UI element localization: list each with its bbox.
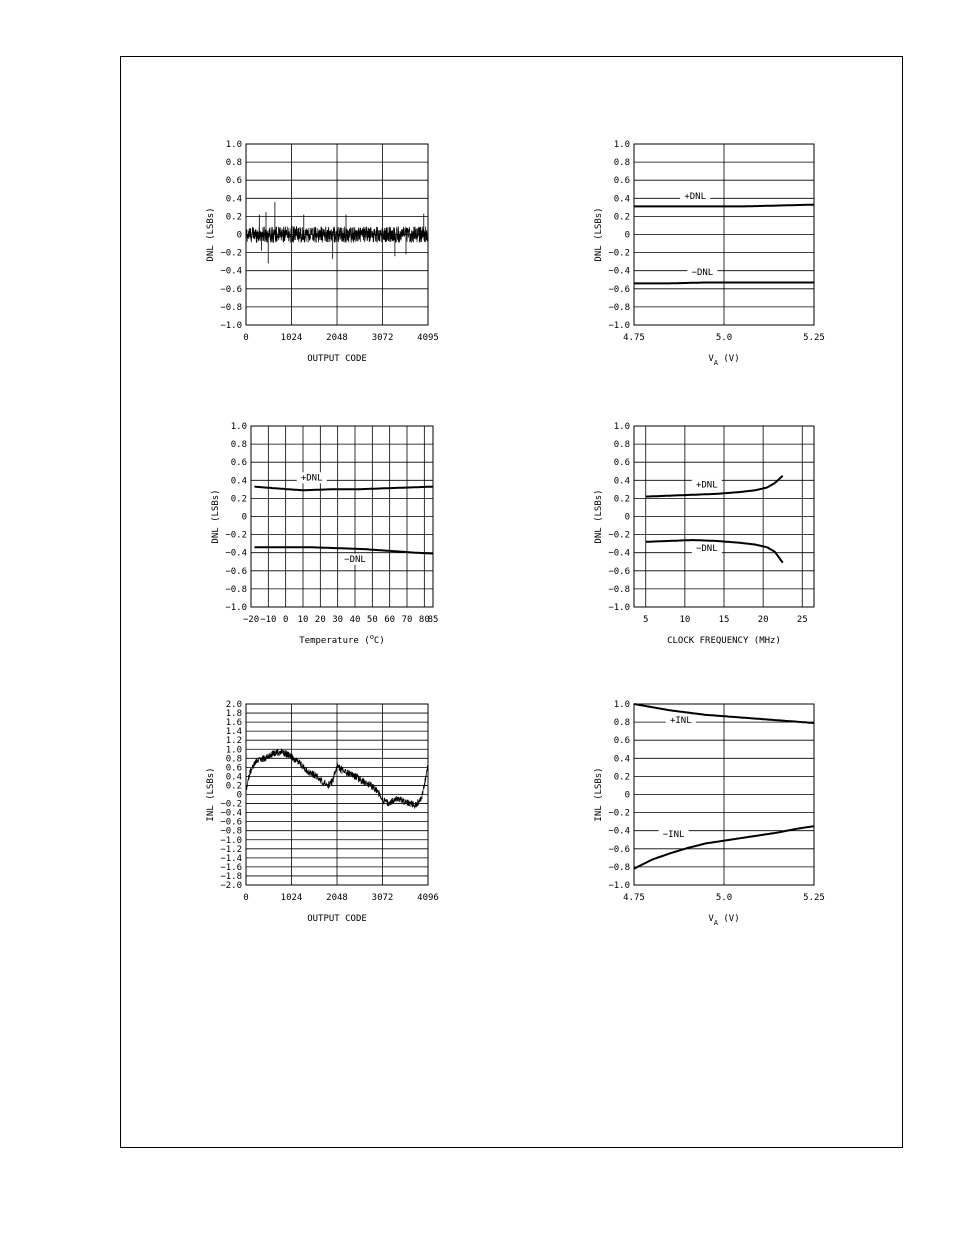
- y-tick-label: 0.8: [230, 440, 247, 451]
- y-tick-label: 0.8: [613, 158, 630, 169]
- y-tick-label: 0.6: [613, 736, 630, 747]
- x-tick-label: 60: [384, 615, 396, 625]
- x-tick-label: 40: [349, 615, 361, 625]
- y-tick-label: −2.0: [220, 881, 242, 891]
- y-tick-label: −0.8: [220, 826, 242, 837]
- y-axis-label: INL (LSBs): [206, 767, 216, 822]
- y-tick-label: 0: [236, 790, 242, 801]
- x-tick-label: −20: [242, 615, 260, 625]
- x-tick-label: 5: [643, 615, 649, 625]
- x-axis-label: $V_A$ (V): [708, 354, 740, 367]
- y-tick-label: 0.8: [613, 718, 630, 729]
- x-axis-label: OUTPUT CODE: [307, 354, 367, 364]
- y-tick-label: 0: [624, 230, 630, 241]
- x-tick-label: 5.25: [803, 893, 825, 903]
- series-annotation-label: +INL: [669, 716, 692, 727]
- x-tick-label: 2048: [326, 893, 348, 903]
- y-tick-label: 0.4: [225, 772, 242, 783]
- x-tick-label: −10: [260, 615, 277, 625]
- y-tick-label: 1.0: [225, 140, 242, 150]
- x-tick-label: 10: [679, 615, 691, 625]
- y-tick-label: −1.8: [220, 871, 242, 882]
- y-tick-label: 0.2: [225, 212, 242, 223]
- x-tick-label: 3072: [371, 333, 394, 343]
- x-tick-label: 20: [314, 615, 326, 625]
- y-tick-label: 0.4: [230, 476, 247, 487]
- x-axis-label: Temperature ($^o$C): [299, 633, 385, 646]
- chart-inl-vs-output-code: [190, 690, 450, 930]
- x-tick-label: 0: [243, 893, 249, 903]
- x-tick-label: 5.0: [715, 893, 733, 903]
- x-tick-label: 2048: [326, 333, 348, 343]
- chart-dnl-vs-clock-frequency: [576, 412, 836, 652]
- y-tick-label: 1.0: [613, 700, 630, 710]
- y-tick-label: 0.8: [225, 754, 242, 765]
- y-tick-label: −0.8: [608, 302, 630, 313]
- x-tick-label: 15: [718, 615, 730, 625]
- y-tick-label: 1.0: [230, 422, 247, 432]
- grid: [246, 704, 428, 885]
- y-tick-label: −0.2: [225, 530, 247, 541]
- y-tick-label: 0.2: [225, 781, 242, 792]
- series-line-minus: [634, 283, 814, 284]
- x-tick-label: 20: [757, 615, 769, 625]
- y-tick-label: −0.6: [225, 566, 247, 577]
- series-annotation-label: +DNL: [300, 473, 323, 484]
- y-tick-label: −1.0: [608, 603, 630, 613]
- y-tick-label: −0.8: [225, 584, 247, 595]
- y-tick-label: 0.2: [613, 494, 630, 505]
- y-tick-label: −0.8: [608, 862, 630, 873]
- x-tick-label: 30: [332, 615, 344, 625]
- chart-dnl-vs-temperature: [190, 412, 450, 652]
- y-tick-label: −0.4: [608, 266, 630, 277]
- y-tick-label: 0: [624, 512, 630, 523]
- y-tick-label: 0.6: [225, 176, 242, 187]
- y-tick-label: −0.6: [608, 566, 630, 577]
- y-tick-label: 0: [241, 512, 247, 523]
- series-annotation-label: −DNL: [695, 543, 718, 554]
- x-tick-label: 0: [243, 333, 249, 343]
- chart-dnl-vs-supply-voltage: [576, 130, 836, 370]
- y-tick-label: 1.0: [613, 140, 630, 150]
- y-tick-label: −1.6: [220, 862, 242, 873]
- y-tick-label: −0.6: [608, 844, 630, 855]
- y-tick-label: −1.2: [220, 844, 242, 855]
- y-tick-label: −0.4: [608, 548, 630, 559]
- y-axis-label: INL (LSBs): [594, 767, 604, 822]
- y-tick-label: −0.6: [220, 817, 242, 828]
- y-tick-label: −0.2: [608, 530, 630, 541]
- y-tick-label: −1.0: [220, 321, 242, 331]
- y-tick-label: −1.4: [220, 853, 242, 864]
- x-tick-label: 3072: [371, 893, 394, 903]
- series-line-plus: [255, 487, 434, 491]
- y-tick-label: 0.8: [225, 158, 242, 169]
- y-tick-label: 0.2: [613, 772, 630, 783]
- y-tick-label: −1.0: [608, 321, 630, 331]
- y-tick-label: 1.0: [613, 422, 630, 432]
- y-tick-label: −0.2: [220, 248, 242, 259]
- y-axis-label: DNL (LSBs): [594, 207, 604, 262]
- y-tick-label: 0.6: [613, 458, 630, 469]
- x-tick-label: 70: [401, 615, 413, 625]
- x-tick-label: 1024: [280, 893, 303, 903]
- series-annotation-label: −DNL: [691, 268, 714, 279]
- y-tick-label: −0.4: [220, 808, 242, 819]
- grid: [251, 426, 433, 607]
- x-tick-label: 5.0: [715, 333, 733, 343]
- y-tick-label: −0.6: [220, 284, 242, 295]
- series-annotation-label: +DNL: [684, 192, 707, 203]
- series-annotation-label: +DNL: [695, 480, 718, 491]
- y-tick-label: −0.8: [608, 584, 630, 595]
- y-tick-label: −0.4: [225, 548, 247, 559]
- y-tick-label: 1.0: [225, 745, 242, 756]
- series-annotation-label: −DNL: [344, 554, 366, 565]
- x-tick-label: 4095: [417, 333, 439, 343]
- x-tick-label: 4.75: [623, 893, 645, 903]
- chart-inl-vs-supply-voltage: [576, 690, 836, 930]
- x-tick-label: 0: [282, 615, 289, 625]
- y-tick-label: 0.8: [613, 440, 630, 451]
- series-annotation-label: −INL: [662, 830, 685, 841]
- y-tick-label: 0: [236, 230, 242, 241]
- y-tick-label: −0.2: [608, 808, 630, 819]
- y-tick-label: −0.4: [608, 826, 630, 837]
- x-tick-label: 4.75: [623, 333, 645, 343]
- y-tick-label: 0.2: [230, 494, 247, 505]
- y-tick-label: 1.8: [225, 709, 242, 720]
- x-tick-label: 4096: [417, 893, 439, 903]
- chart-dnl-vs-output-code: [190, 130, 450, 370]
- x-axis-label: OUTPUT CODE: [307, 914, 367, 924]
- y-tick-label: −1.0: [225, 603, 247, 613]
- x-axis-label: CLOCK FREQUENCY (MHz): [667, 636, 781, 646]
- y-axis-label: DNL (LSBs): [211, 489, 221, 544]
- y-tick-label: 0.4: [613, 476, 630, 487]
- y-tick-label: 0.4: [613, 194, 630, 205]
- y-tick-label: 1.6: [225, 718, 242, 729]
- y-tick-label: 1.2: [225, 736, 242, 747]
- x-tick-label: 10: [297, 615, 309, 625]
- y-tick-label: 0.6: [225, 763, 242, 774]
- grid: [634, 144, 814, 325]
- y-axis-label: DNL (LSBs): [206, 207, 216, 262]
- grid: [634, 704, 814, 885]
- y-tick-label: 2.0: [225, 700, 242, 710]
- y-tick-label: −0.2: [220, 799, 242, 810]
- x-tick-label: 5.25: [803, 333, 825, 343]
- x-tick-label: 1024: [280, 333, 303, 343]
- y-tick-label: 0.4: [225, 194, 242, 205]
- y-tick-label: 0.4: [613, 754, 630, 765]
- y-tick-label: 0.6: [613, 176, 630, 187]
- x-tick-label: 85: [427, 615, 439, 625]
- y-tick-label: −0.2: [608, 248, 630, 259]
- y-axis-label: DNL (LSBs): [594, 489, 604, 544]
- x-tick-label: 50: [366, 615, 378, 625]
- y-tick-label: 0: [624, 790, 630, 801]
- x-tick-label: 80: [418, 615, 430, 625]
- y-tick-label: 0.6: [230, 458, 247, 469]
- grid: [634, 426, 814, 607]
- y-tick-label: 1.4: [225, 727, 242, 738]
- y-tick-label: −0.8: [220, 302, 242, 313]
- x-axis-label: $V_A$ (V): [708, 914, 740, 927]
- y-tick-label: −1.0: [220, 835, 242, 846]
- y-tick-label: 0.2: [613, 212, 630, 223]
- y-tick-label: −1.0: [608, 881, 630, 891]
- y-tick-label: −0.4: [220, 266, 242, 277]
- x-tick-label: 25: [796, 615, 808, 625]
- y-tick-label: −0.6: [608, 284, 630, 295]
